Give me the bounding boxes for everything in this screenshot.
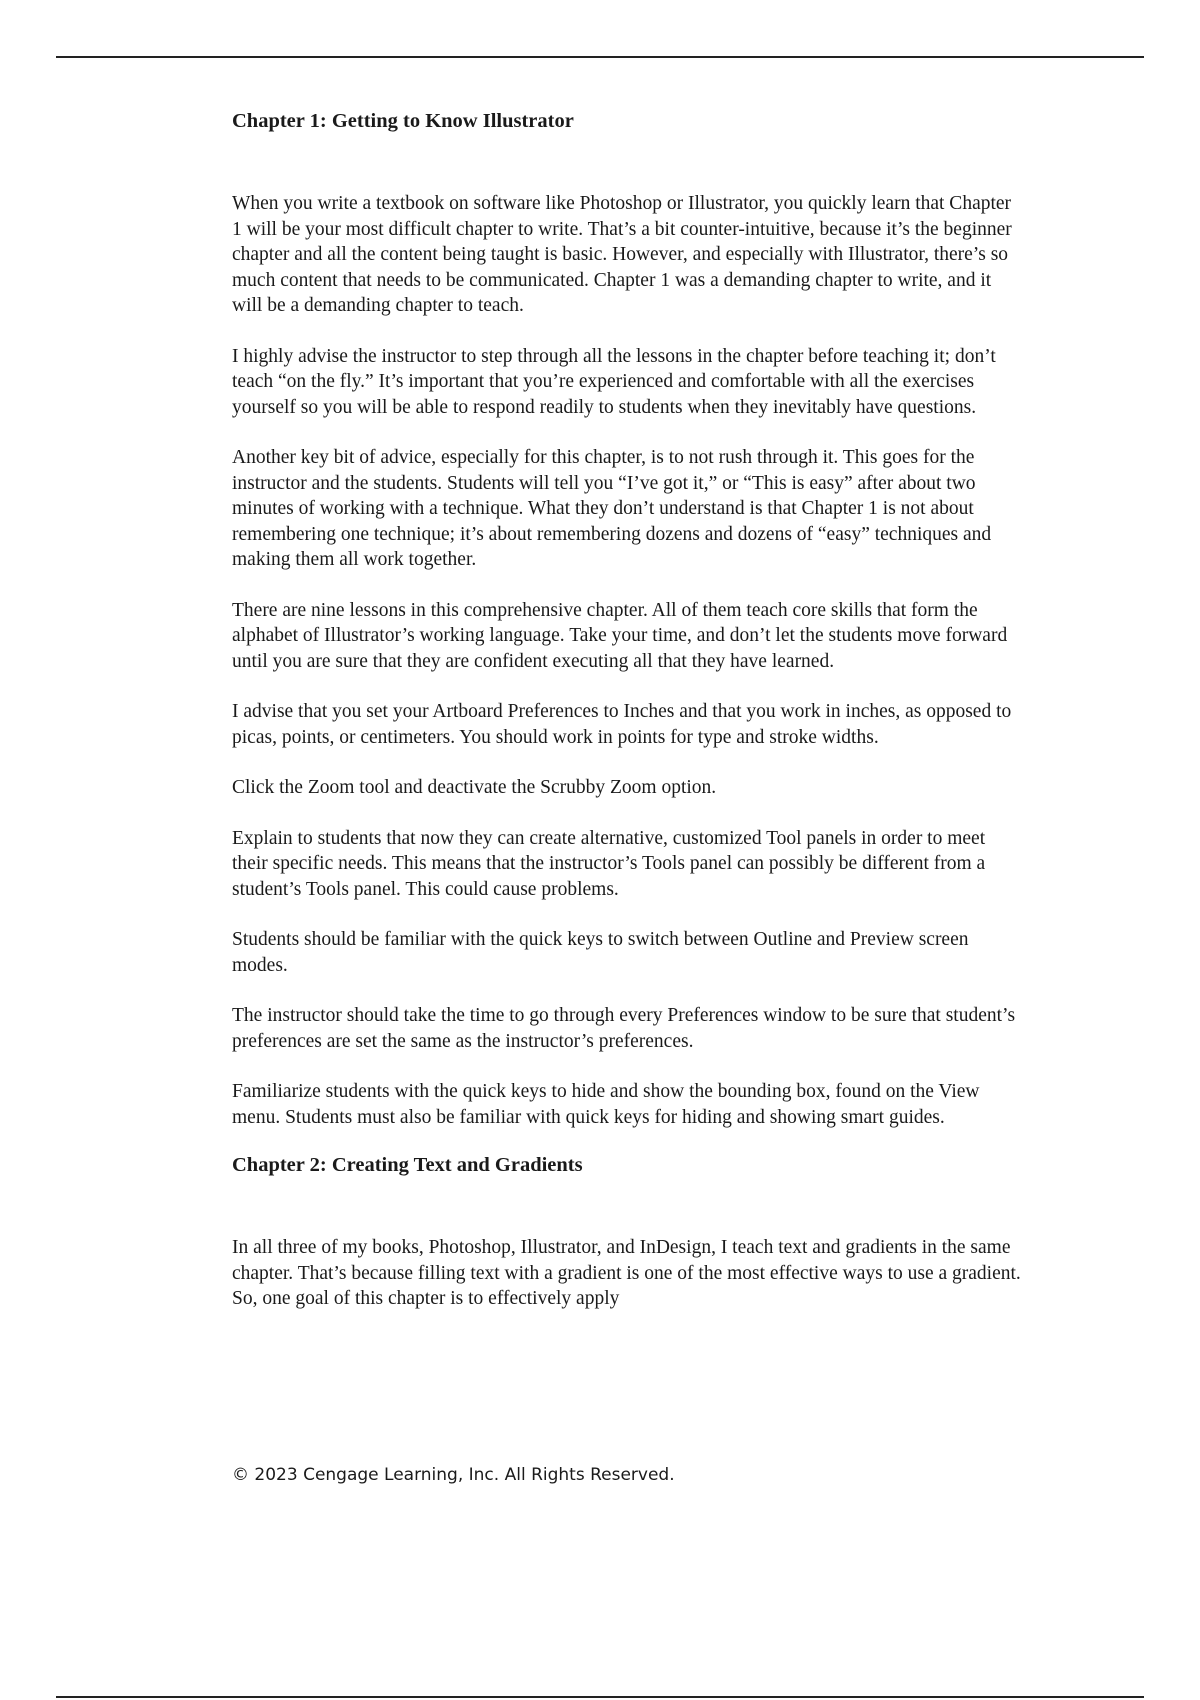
bottom-rule: [56, 1696, 1144, 1698]
chapter-2-paragraph-1: In all three of my books, Photoshop, Illustrator, and InDesign, I teach text and gradients in the same chapter. That’s because filling text with a gradient is one of the most effective ways to use a gradient. So, one goal of this chapter is to effectively apply: [232, 1237, 1021, 1309]
chapter-1-paragraph-9: The instructor should take the time to go through every Preferences window to be sure that student’s preferences are set the same as the instructor’s preferences.: [232, 1005, 1016, 1052]
chapter-2-heading: Chapter 2: Creating Text and Gradients: [232, 1154, 583, 1176]
chapter-1-paragraph-4: There are nine lessons in this comprehensive chapter. All of them teach core skills that form the alphabet of Illustrator’s working language. Take your time, and don’t let the students move forward until you are sure that they are confident executing all that they have learned.: [232, 599, 1008, 672]
chapter-1-paragraph-7: Explain to students that now they can create alternative, customized Tool panels in order to meet their specific needs. This means that the instructor’s Tools panel can possibly be different from a student’s Tools panel. This could cause problems.: [232, 827, 986, 900]
chapter-1-paragraph-10: Familiarize students with the quick keys to hide and show the bounding box, found on the View menu. Students must also be familiar with quick keys for hiding and showing smart guides.: [232, 1081, 980, 1128]
chapter-1-paragraph-3: Another key bit of advice, especially for this chapter, is to not rush through it. This goes for the instructor and the students. Students will tell you “I’ve got it,” or “This is easy” after about two minutes of working with a technique. What they don’t understand is that Chapter 1 is not about remembering one technique; it’s about remembering dozens and dozens of “easy” techniques and making them all work together.: [232, 447, 992, 570]
chapter-1-heading: Chapter 1: Getting to Know Illustrator: [232, 110, 574, 132]
chapter-1-paragraph-6: Click the Zoom tool and deactivate the Scrubby Zoom option.: [232, 777, 717, 798]
copyright-footer: © 2023 Cengage Learning, Inc. All Rights Reserved.: [232, 1465, 675, 1485]
chapter-1-paragraph-1: When you write a textbook on software like Photoshop or Illustrator, you quickly learn that Chapter 1 will be your most difficult chapter to write. That’s a bit counter-intuitive, because it’s the beginner chapter and all the content being taught is basic. However, and especially with Illustrator, there’s so much content that needs to be communicated. Chapter 1 was a demanding chapter to write, and it will be a demanding chapter to teach.: [232, 193, 1012, 316]
document-body: [232, 108, 1022, 1312]
top-rule: [56, 56, 1144, 58]
chapter-1-paragraph-2: I highly advise the instructor to step through all the lessons in the chapter before teaching it; don’t teach “on the fly.” It’s important that you’re experienced and comfortable with all the exercises yourself so you will be able to respond readily to students when they inevitably have questions.: [232, 345, 996, 418]
chapter-1-paragraph-8: Students should be familiar with the quick keys to switch between Outline and Preview screen modes.: [232, 929, 969, 976]
chapter-1-paragraph-5: I advise that you set your Artboard Preferences to Inches and that you work in inches, as opposed to picas, points, or centimeters. You should work in points for type and stroke widths.: [232, 701, 1012, 748]
